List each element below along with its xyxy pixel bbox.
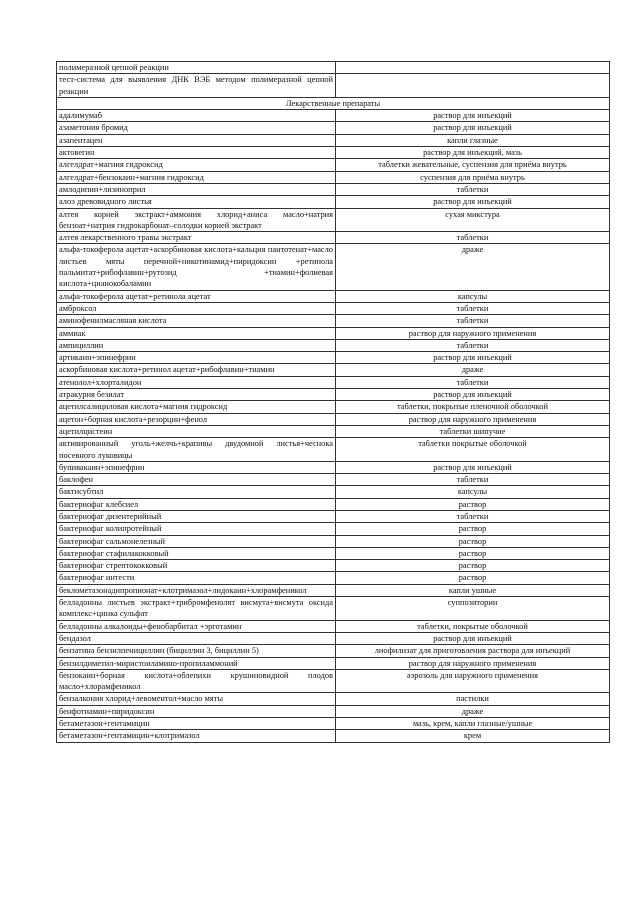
dosage-form-cell: драже (336, 364, 610, 376)
section-title: Лекарственные препараты (57, 97, 610, 109)
dosage-form-cell: таблетки (336, 302, 610, 314)
dosage-form-cell: раствор (336, 535, 610, 547)
drug-name-cell: беклометазонадипропионат+клотримазол+лидокаин+хлорамфеникол (57, 584, 336, 596)
dosage-form-cell: раствор (336, 572, 610, 584)
table-row (57, 401, 610, 413)
drug-name-cell: белладонны листьев экстракт+трибромфенолят висмута+висмута оксида комплекс+цинка сульфат (57, 597, 336, 621)
name-cell: полимеразной цепной реакции (57, 62, 336, 74)
dosage-form-cell: раствор (336, 547, 610, 559)
table-row (57, 486, 610, 498)
dosage-form-cell: драже (336, 244, 610, 290)
table-row (57, 327, 610, 339)
drug-name-cell: альфа-токоферола ацетат+аскорбиновая кислота+кальция пантотенат+масло листьев мяты перечной+никотинамид+пиридоксин +ретинола пальмитат+рибофлавин+рутозид +тиамин+фолиевая кислота+цианокобаламин (57, 244, 336, 290)
table-row (57, 560, 610, 572)
drug-name-cell: бактисубтил (57, 486, 336, 498)
drug-name-cell: бенфотиамин+пиридоксин (57, 705, 336, 717)
dosage-form-cell: раствор для наружного применения (336, 413, 610, 425)
drug-table (56, 61, 610, 743)
table-row (57, 159, 610, 171)
drug-name-cell: алтея корней экстракт+аммония хлорид+аниса масло+натрия бензоат+натрия гидрокарбонат–солодки корней экстракт (57, 208, 336, 232)
name-cell: тест-система для выявления ДНК ВЭБ методом полимеразной цепной реакции (57, 74, 336, 98)
dosage-form-cell: таблетки покрытые оболочкой (336, 438, 610, 462)
drug-name-cell: бактериофаг клебсиел (57, 498, 336, 510)
drug-name-cell: алгелдрат+магния гидроксид (57, 159, 336, 171)
dosage-form-cell: таблетки (336, 315, 610, 327)
table-row (57, 547, 610, 559)
drug-name-cell: бактериофаг интести (57, 572, 336, 584)
drug-name-cell: бактериофаг стафилакокковый (57, 547, 336, 559)
table-row (57, 645, 610, 657)
dosage-form-cell: лиофилизат для приготовления раствора для инъекций (336, 645, 610, 657)
drug-name-cell: бензатина бензилпенициллин (бициллин 3, бициллин 5) (57, 645, 336, 657)
dosage-form-cell: таблетки (336, 376, 610, 388)
drug-name-cell: артикаин+эпинефрин (57, 352, 336, 364)
table-row (57, 110, 610, 122)
dosage-form-cell: раствор для инъекций (336, 632, 610, 644)
dosage-form-cell: суспензия для приёма внутрь (336, 171, 610, 183)
table-row (57, 510, 610, 522)
drug-name-cell: атракурия безилат (57, 389, 336, 401)
table-row (57, 315, 610, 327)
dosage-form-cell: аэрозоль для наружного применения (336, 669, 610, 693)
table-row (57, 730, 610, 742)
table-row (57, 597, 610, 621)
dosage-form-cell: таблетки (336, 510, 610, 522)
dosage-form-cell: таблетки, покрытые оболочкой (336, 620, 610, 632)
drug-name-cell: бендазол (57, 632, 336, 644)
dosage-form-cell: раствор для инъекций (336, 389, 610, 401)
dosage-form-cell: капли глазные (336, 134, 610, 146)
dosage-form-cell: таблетки шипучие (336, 425, 610, 437)
table-row (57, 62, 610, 74)
table-row (57, 339, 610, 351)
dosage-form-cell: таблетки (336, 474, 610, 486)
dosage-form-cell: раствор для инъекций (336, 196, 610, 208)
table-row (57, 474, 610, 486)
table-row (57, 244, 610, 290)
form-cell (336, 74, 610, 98)
table-row (57, 352, 610, 364)
drug-name-cell: альфа-токоферола ацетат+ретинола ацетат (57, 290, 336, 302)
drug-name-cell: азапентацен (57, 134, 336, 146)
drug-name-cell: атенолол+хлорталидон (57, 376, 336, 388)
dosage-form-cell: раствор для инъекций (336, 461, 610, 473)
dosage-form-cell: суппозитории (336, 597, 610, 621)
table-row (57, 74, 610, 98)
dosage-form-cell: раствор (336, 523, 610, 535)
drug-name-cell: алгелдрат+бензокаин+магния гидроксид (57, 171, 336, 183)
drug-table-body (57, 62, 610, 743)
drug-name-cell: активированный уголь+желчь+крапивы двудомной листья+чеснока посевного луковицы (57, 438, 336, 462)
section-header-row (57, 97, 610, 109)
dosage-form-cell: капсулы (336, 290, 610, 302)
table-row (57, 535, 610, 547)
table-row (57, 718, 610, 730)
table-row (57, 498, 610, 510)
drug-name-cell: бактериофаг стрептококковый (57, 560, 336, 572)
dosage-form-cell: раствор (336, 498, 610, 510)
dosage-form-cell: раствор (336, 560, 610, 572)
drug-name-cell: актовегин (57, 147, 336, 159)
table-row (57, 290, 610, 302)
table-row (57, 413, 610, 425)
table-row (57, 196, 610, 208)
table-row (57, 632, 610, 644)
table-row (57, 523, 610, 535)
table-row (57, 461, 610, 473)
drug-name-cell: аминофенилмасляная кислота (57, 315, 336, 327)
drug-name-cell: бактериофаг дизентерийный (57, 510, 336, 522)
table-row (57, 183, 610, 195)
dosage-form-cell: таблетки (336, 232, 610, 244)
drug-name-cell: ацетилсалициловая кислота+магния гидроксид (57, 401, 336, 413)
dosage-form-cell: раствор для инъекций (336, 352, 610, 364)
table-row (57, 693, 610, 705)
table-row (57, 134, 610, 146)
table-row (57, 705, 610, 717)
dosage-form-cell: крем (336, 730, 610, 742)
table-row (57, 376, 610, 388)
drug-name-cell: бетаметазон+гентамицин (57, 718, 336, 730)
dosage-form-cell: таблетки, покрытые пленочной оболочкой (336, 401, 610, 413)
drug-name-cell: бактериофаг колипротейный (57, 523, 336, 535)
table-row (57, 171, 610, 183)
dosage-form-cell: раствор для инъекций, мазь (336, 147, 610, 159)
dosage-form-cell: пастилки (336, 693, 610, 705)
table-row (57, 584, 610, 596)
dosage-form-cell: таблетки жевательные, суспензия для приёма внутрь (336, 159, 610, 171)
drug-name-cell: баклофен (57, 474, 336, 486)
table-row (57, 364, 610, 376)
dosage-form-cell: драже (336, 705, 610, 717)
dosage-form-cell: раствор для инъекций (336, 110, 610, 122)
drug-name-cell: бактериофаг сальмонелезный (57, 535, 336, 547)
drug-name-cell: адалимумаб (57, 110, 336, 122)
drug-name-cell: ампициллин (57, 339, 336, 351)
table-row (57, 657, 610, 669)
table-row (57, 389, 610, 401)
table-row (57, 122, 610, 134)
table-row (57, 669, 610, 693)
drug-name-cell: азаметония бромид (57, 122, 336, 134)
form-cell (336, 62, 610, 74)
table-row (57, 302, 610, 314)
dosage-form-cell: раствор для инъекций (336, 122, 610, 134)
drug-name-cell: бупивакаин+эпинефрин (57, 461, 336, 473)
drug-name-cell: бензилдиметил-миристоиламино-пропиламмоний (57, 657, 336, 669)
dosage-form-cell: раствор для наружного применения (336, 327, 610, 339)
table-row (57, 620, 610, 632)
table-row (57, 147, 610, 159)
dosage-form-cell: мазь, крем, капли глазные/ушные (336, 718, 610, 730)
dosage-form-cell: таблетки (336, 339, 610, 351)
document-page (56, 61, 607, 743)
drug-name-cell: ацетилцистеин (57, 425, 336, 437)
dosage-form-cell: таблетки (336, 183, 610, 195)
drug-name-cell: ацетон+борная кислота+резорцин+фенол (57, 413, 336, 425)
drug-name-cell: алтея лекарственного травы экстракт (57, 232, 336, 244)
dosage-form-cell: раствор для наружного применения (336, 657, 610, 669)
drug-name-cell: бетаметазон+гентамицин+клотримазол (57, 730, 336, 742)
drug-name-cell: бензалкония хлорид+левоментол+масло мяты (57, 693, 336, 705)
dosage-form-cell: капли ушные (336, 584, 610, 596)
table-row (57, 438, 610, 462)
dosage-form-cell: сухая микстура (336, 208, 610, 232)
drug-name-cell: бензокаин+борная кислота+облепихи крушиновидной плодов масло+хлорамфеникол (57, 669, 336, 693)
table-row (57, 208, 610, 232)
drug-name-cell: белладонны алкалоиды+фенобарбитал +эрготамин (57, 620, 336, 632)
drug-name-cell: амброксол (57, 302, 336, 314)
table-row (57, 425, 610, 437)
drug-name-cell: аммиак (57, 327, 336, 339)
dosage-form-cell: капсулы (336, 486, 610, 498)
table-row (57, 232, 610, 244)
drug-name-cell: аскорбиновая кислота+ретинол ацетат+рибофлавин+тиамин (57, 364, 336, 376)
drug-name-cell: амлодипин+лизиноприл (57, 183, 336, 195)
table-row (57, 572, 610, 584)
drug-name-cell: алоэ древовидного листья (57, 196, 336, 208)
